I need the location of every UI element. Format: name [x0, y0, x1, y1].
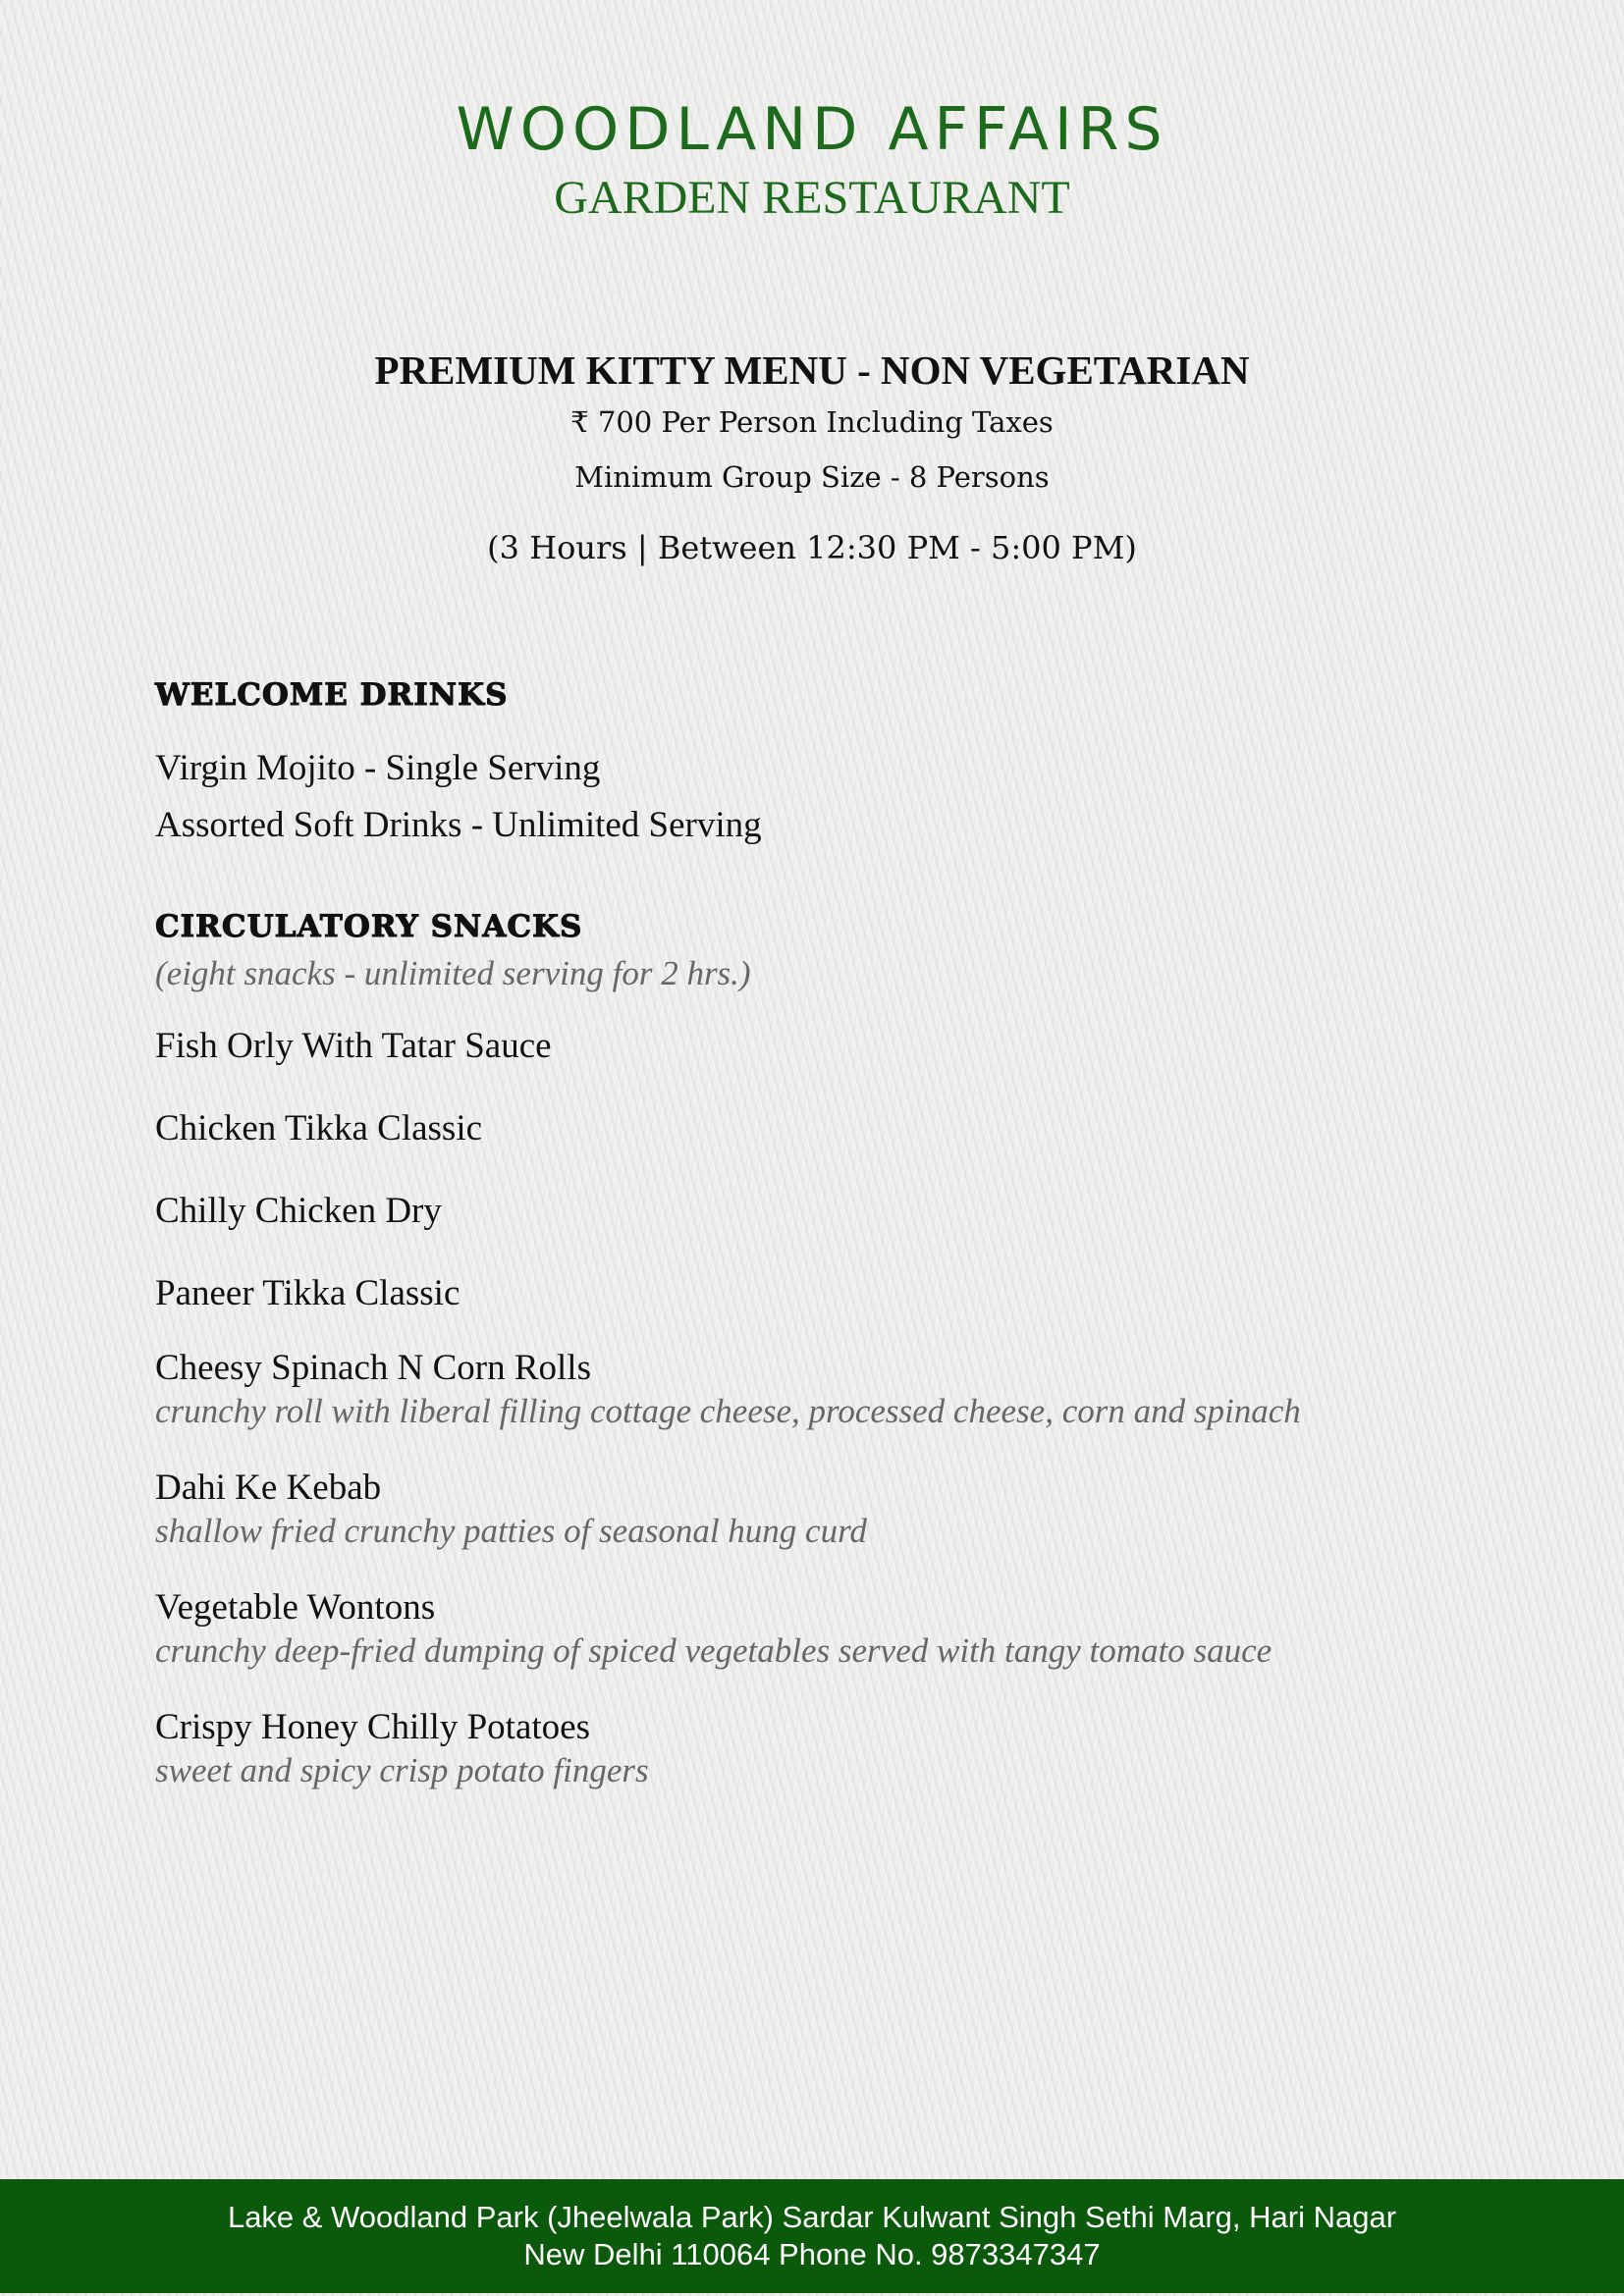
menu-timing: (3 Hours | Between 12:30 PM - 5:00 PM): [487, 529, 1137, 566]
item-name: Crispy Honey Chilly Potatoes: [155, 1707, 590, 1747]
drink-item: Assorted Soft Drinks - Unlimited Serving: [155, 805, 762, 845]
address-phone-line: New Delhi 110064 Phone No. 9873347347: [523, 2237, 1101, 2271]
menu-item: [155, 1586, 1530, 1673]
drink-item: Virgin Mojito - Single Serving: [155, 748, 601, 788]
menu-heading: [0, 346, 1624, 565]
menu-price: ₹ 700 Per Person Including Taxes: [570, 405, 1054, 439]
section-title: WELCOME DRINKS: [155, 677, 509, 713]
item-name: Cheesy Spinach N Corn Rolls: [155, 1348, 591, 1388]
menu-item: [155, 1025, 1530, 1068]
item-name: Chilly Chicken Dry: [155, 1191, 442, 1231]
item-name: Vegetable Wontons: [155, 1587, 436, 1628]
address-footer: [0, 2179, 1624, 2293]
item-name: Dahi Ke Kebab: [155, 1468, 382, 1508]
menu-item: [155, 1706, 1530, 1792]
snacks-section: [155, 907, 1530, 1792]
item-description: shallow fried crunchy patties of seasonal hung curd: [155, 1512, 867, 1550]
item-name: Fish Orly With Tatar Sauce: [155, 1026, 552, 1066]
address-line: Lake & Woodland Park (Jheelwala Park) Sardar Kulwant Singh Sethi Marg, Hari Nagar: [227, 2200, 1397, 2234]
section-note: (eight snacks - unlimited serving for 2 hrs.): [155, 954, 751, 992]
menu-item: [155, 1347, 1530, 1433]
menu-group-size: Minimum Group Size - 8 Persons: [574, 460, 1050, 494]
section-title: CIRCULATORY SNACKS: [155, 909, 583, 944]
menu-item: [155, 1467, 1530, 1553]
item-name: Paneer Tikka Classic: [155, 1273, 460, 1313]
brand-subtitle: GARDEN RESTAURANT: [554, 172, 1070, 224]
item-description: crunchy roll with liberal filling cottage cheese, processed cheese, corn and spinach: [155, 1392, 1301, 1430]
item-description: crunchy deep-fried dumping of spiced vegetables served with tangy tomato sauce: [155, 1631, 1272, 1670]
menu-item: [155, 1272, 1530, 1315]
item-name: Chicken Tikka Classic: [155, 1108, 483, 1148]
restaurant-header: [0, 95, 1624, 226]
welcome-drinks-section: [155, 675, 1530, 854]
brand-name: WOODLAND AFFAIRS: [456, 95, 1168, 164]
menu-title: PREMIUM KITTY MENU - NON VEGETARIAN: [374, 347, 1250, 393]
menu-item: [155, 1107, 1530, 1150]
menu-content: [155, 675, 1530, 1792]
menu-item: [155, 1190, 1530, 1233]
item-description: sweet and spicy crisp potato fingers: [155, 1751, 649, 1789]
